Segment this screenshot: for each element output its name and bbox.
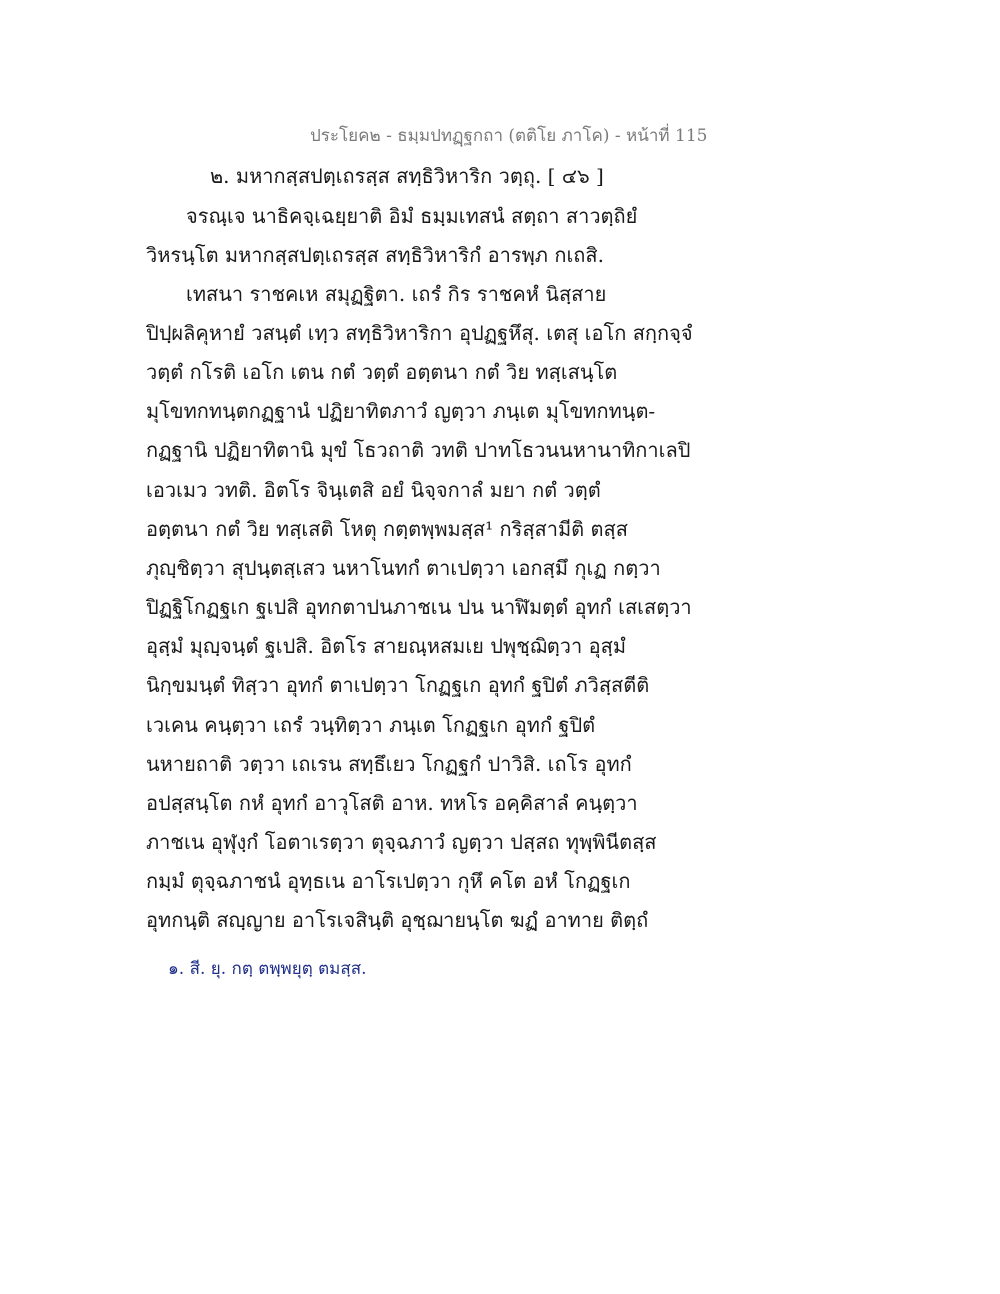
footnote-1: ๑. สี. ยุ. กตฺ ตพฺพยุตฺ ตมสฺส. (168, 959, 367, 979)
body-line-13: นิกฺขมนฺตํ ทิสฺวา อุทกํ ตาเปตฺวา โกฏฺฐเก อุทกํ ฐปิตํ ภวิสฺสตีติ (146, 673, 650, 697)
body-line-16: อปสฺสนฺโต กหํ อุทกํ อาวุโสติ อาห. ทหโร อคฺคิสาลํ คนฺตฺวา (146, 791, 638, 815)
body-line-9: อตฺตนา กตํ วิย ทสฺเสติ โหตุ กตฺตพฺพมสฺส¹ กริสฺสามีติ ตสฺส (146, 517, 628, 541)
body-line-7: กฏฺฐานิ ปฏิยาทิตานิ มุขํ โธวถาติ วทติ ปาทโธวนนหานาทิกาเลปิ (146, 438, 691, 462)
body-line-3: เทสนา ราชคเห สมุฏฺฐิตา. เถรํ กิร ราชคหํ นิสฺสาย (186, 282, 607, 306)
body-line-11: ปิฏฺฐิโกฏฺฐเก ฐเปสิ อุทกตาปนภาชเน ปน นาฬิมตฺตํ อุทกํ เสเสตฺวา (146, 595, 692, 619)
running-header: ประโยค๒ - ธมฺมปทฏฺฐกถา (ตติโย ภาโค) - หน้าที่ 115 (310, 126, 708, 146)
body-line-18: กมฺมํ ตุจฺฉภาชนํ อุทฺธเน อาโรเปตฺวา กุหึ คโต อหํ โกฏฺฐเก (146, 869, 631, 893)
body-line-8: เอวเมว วทติ. อิตโร จินฺเตสิ อยํ นิจฺจกาลํ มยา กตํ วตฺตํ (146, 478, 601, 502)
body-line-10: ภุญฺชิตฺวา สุปนฺตสฺเสว นหาโนทกํ ตาเปตฺวา เอกสฺมึ กุเฏ กตฺวา (146, 556, 661, 580)
body-line-5: วตฺตํ กโรติ เอโก เตน กตํ วตฺตํ อตฺตนา กตํ วิย ทสฺเสนฺโต (146, 360, 618, 384)
body-line-17: ภาชเน อุฬุงฺกํ โอตาเรตฺวา ตุจฺฉภาวํ ญตฺวา ปสฺสถ ทุพฺพินีตสฺส (146, 830, 657, 854)
body-line-12: อุสฺมํ มุญฺจนฺตํ ฐเปสิ. อิตโร สายณฺหสมเย ปพุชฺฌิตฺวา อุสฺมํ (146, 634, 626, 658)
body-line-6: มุโขทกทนฺตกฏฺฐานํ ปฏิยาทิตภาวํ ญตฺวา ภนฺเต มุโขทกทนฺต- (146, 399, 656, 423)
body-line-14: เวเคน คนฺตฺวา เถรํ วนฺทิตฺวา ภนฺเต โกฏฺฐเก อุทกํ ฐปิตํ (146, 713, 596, 737)
chapter-title: ๒. มหากสฺสปตฺเถรสฺส สทฺธิวิหาริก วตฺถุ. [ ๔๖ ] (210, 164, 604, 188)
body-line-15: นหายถาติ วตฺวา เถเรน สทฺธึเยว โกฏฺฐกํ ปาวิสิ. เถโร อุทกํ (146, 752, 632, 776)
body-line-4: ปิปฺผลิคุหายํ วสนฺตํ เทฺว สทฺธิวิหาริกา อุปฏฺฐหึสุ. เตสุ เอโก สกฺกจฺจํ (146, 321, 693, 345)
body-line-19: อุทกนฺติ สญฺญาย อาโรเจสินฺติ อุชฺฌายนฺโต ฆฏํ อาทาย ติตฺถํ (146, 908, 649, 932)
body-line-2: วิหรนฺโต มหากสฺสปตฺเถรสฺส สทฺธิวิหาริกํ อารพฺภ กเถสิ. (146, 243, 604, 267)
body-line-1: จรณฺเจ นาธิคจฺเฉยฺยาติ อิมํ ธมฺมเทสนํ สตฺถา สาวตฺถิยํ (186, 204, 638, 228)
